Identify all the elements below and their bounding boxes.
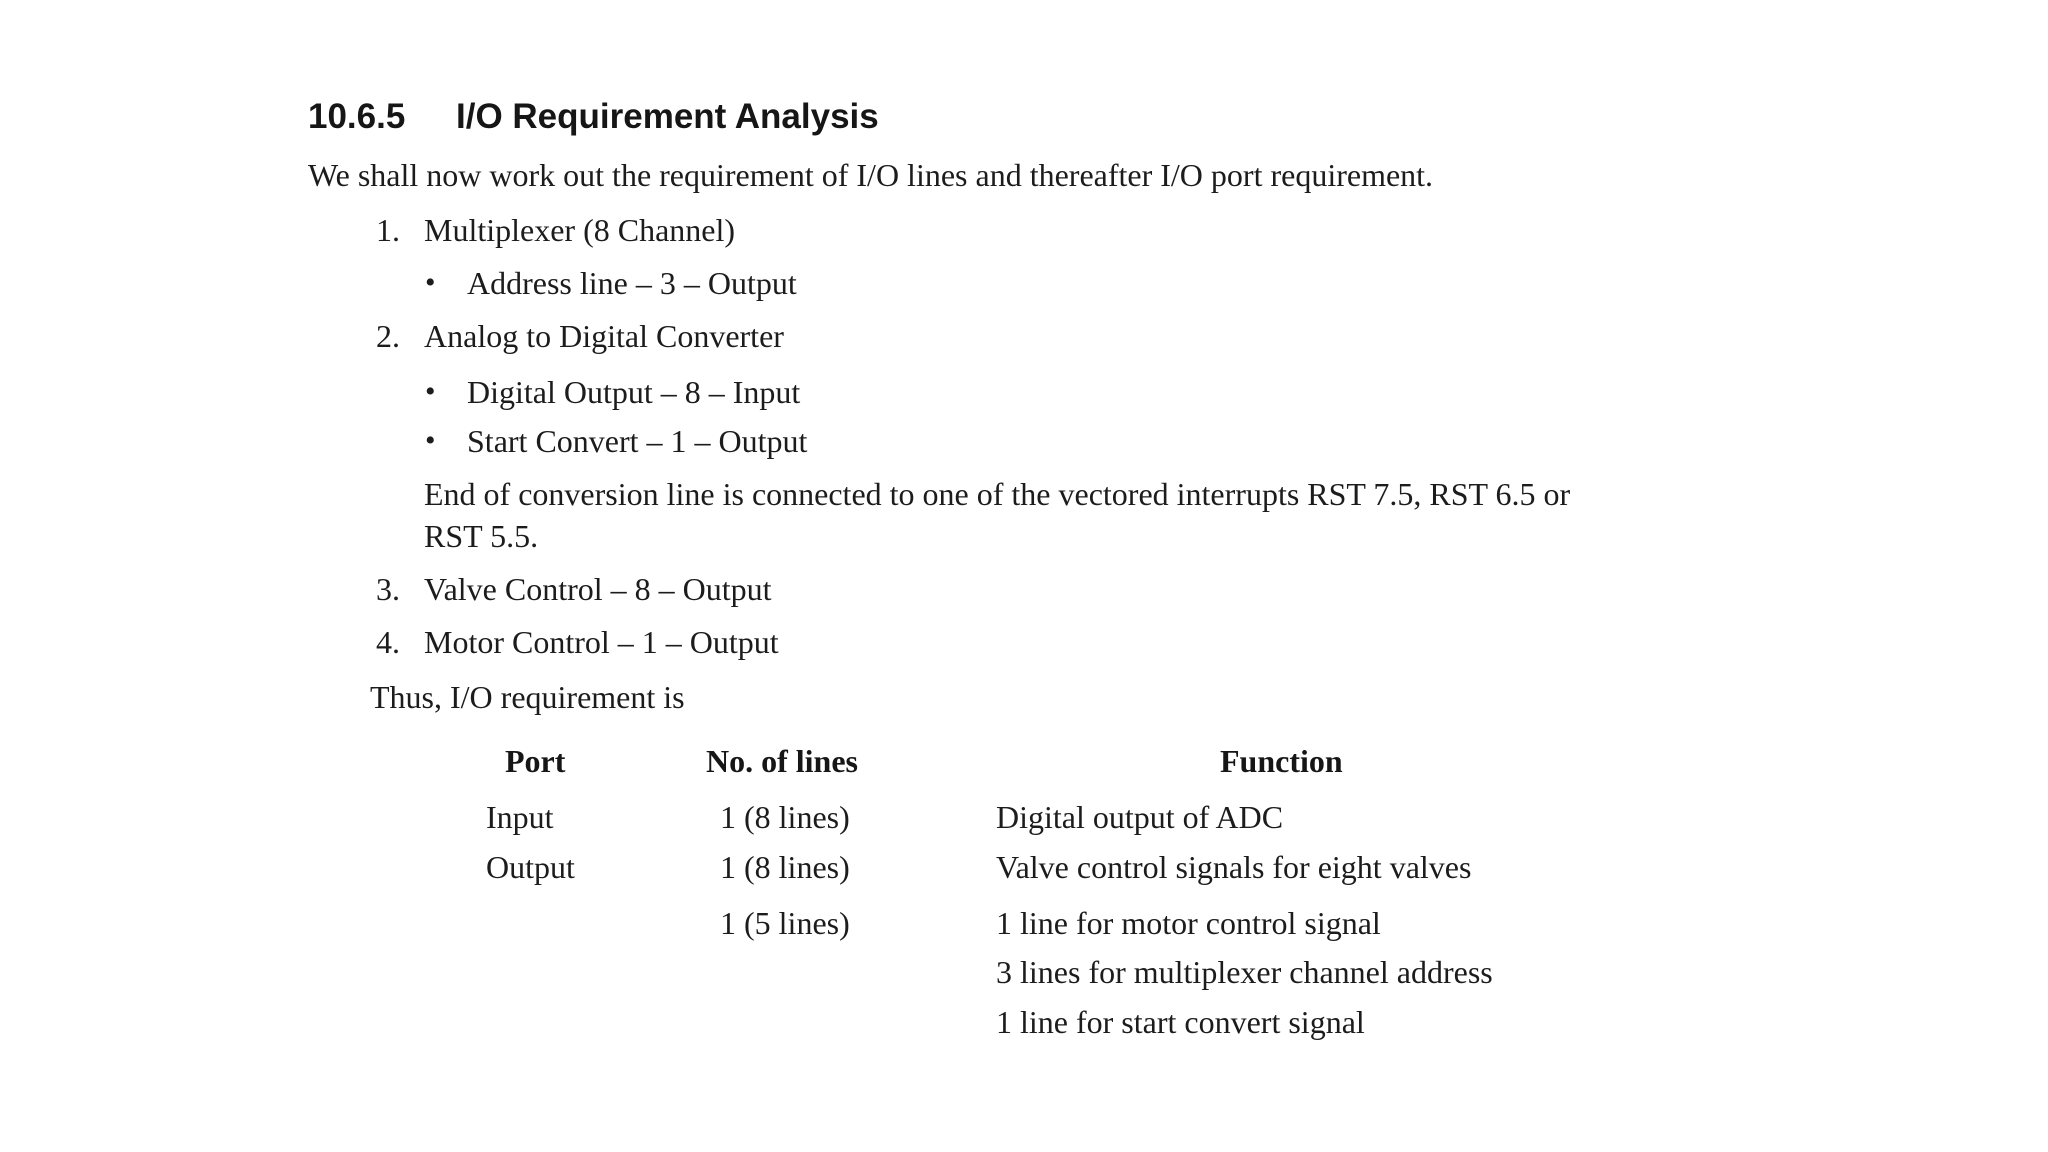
section-number: 10.6.5 [308,97,406,136]
list-item-label: Motor Control – 1 – Output [424,624,779,660]
bullet-item: Digital Output – 8 – Input [467,374,801,410]
bullet-icon: • [425,375,436,408]
table-cell-lines: 1 (8 lines) [720,849,850,885]
table-cell-function: Valve control signals for eight valves [996,849,1472,885]
table-cell-function: 1 line for start convert signal [996,1004,1365,1040]
table-cell-lines: 1 (5 lines) [720,905,850,941]
bullet-icon: • [425,424,436,457]
list-number: 1. [376,212,400,248]
table-cell-function: 3 lines for multiplexer channel address [996,954,1493,990]
bullet-item: Start Convert – 1 – Output [467,423,808,459]
bullet-icon: • [425,266,436,299]
summary-text: Thus, I/O requirement is [370,679,685,715]
section-title: I/O Requirement Analysis [456,97,879,136]
table-header-function: Function [1220,743,1343,779]
intro-paragraph: We shall now work out the requirement of I/O lines and thereafter I/O port requirement. [308,157,1434,193]
note-line: RST 5.5. [424,518,539,554]
list-number: 4. [376,624,400,660]
section-heading [308,92,879,142]
table-cell-function: Digital output of ADC [996,799,1284,835]
table-cell-port: Output [486,849,575,885]
table-cell-lines: 1 (8 lines) [720,799,850,835]
note-line: End of conversion line is connected to one of the vectored interrupts RST 7.5, RST 6.5 or [424,476,1571,512]
bullet-item: Address line – 3 – Output [467,265,797,301]
table-cell-function: 1 line for motor control signal [996,905,1381,941]
list-item-label: Analog to Digital Converter [424,318,784,354]
table-header-port: Port [505,743,566,779]
list-number: 3. [376,571,400,607]
list-item-label: Valve Control – 8 – Output [424,571,772,607]
list-item-label: Multiplexer (8 Channel) [424,212,736,248]
table-cell-port: Input [486,799,554,835]
table-header-lines: No. of lines [706,743,858,779]
list-number: 2. [376,318,400,354]
